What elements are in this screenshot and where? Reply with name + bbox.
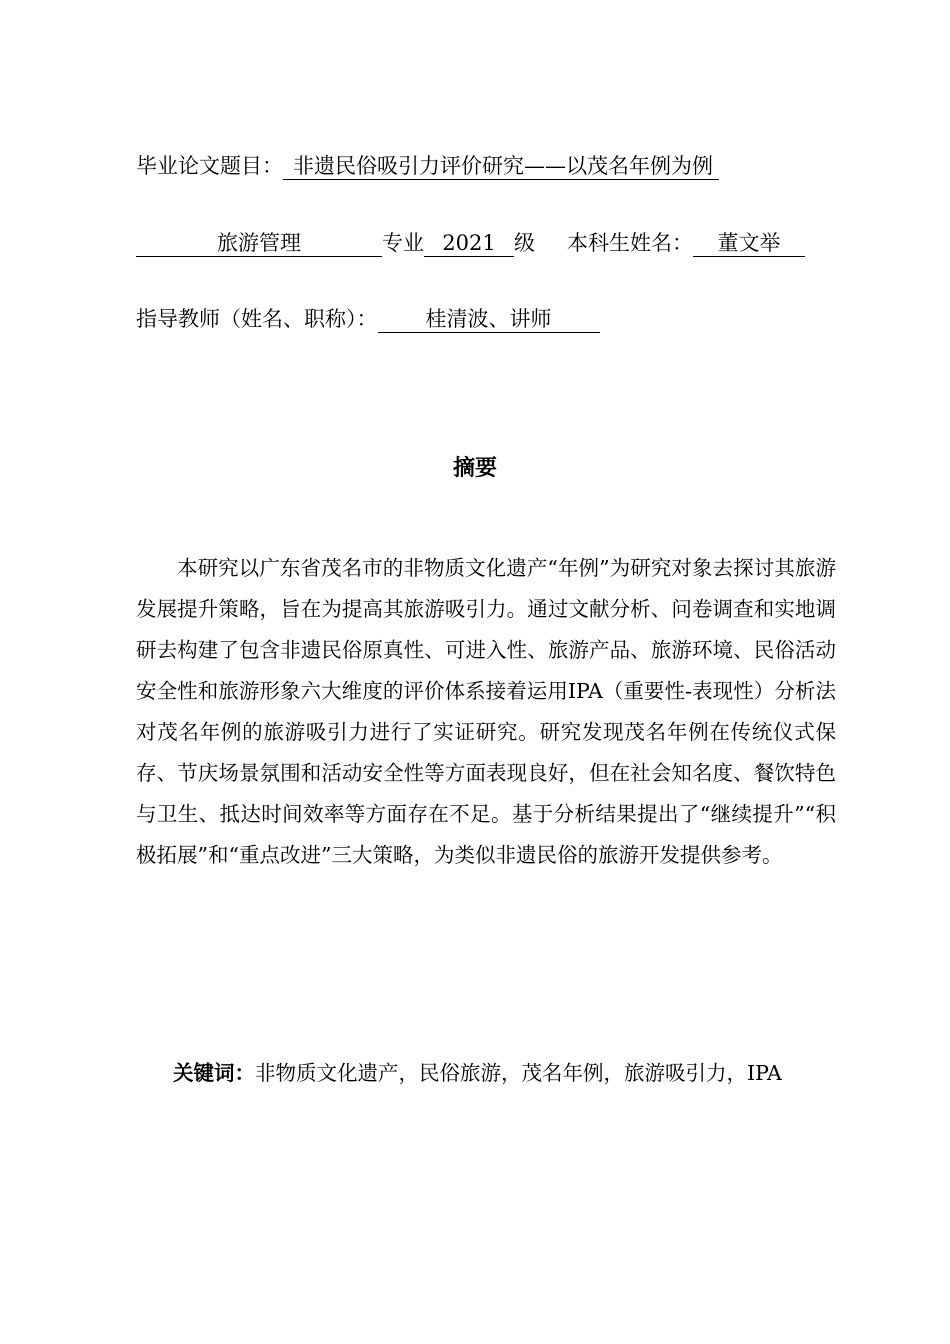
keywords-label: 关键词： (173, 1061, 255, 1085)
thesis-title-value: 非遗民俗吸引力评价研究——以茂名年例为例 (283, 153, 719, 180)
keywords-text: 非物质文化遗产，民俗旅游，茂名年例，旅游吸引力，IPA (255, 1061, 782, 1085)
thesis-title-label: 毕业论文题目： (136, 154, 283, 178)
keywords-paragraph (136, 1048, 826, 1098)
major-suffix: 专业 (382, 231, 424, 255)
thesis-title-row (136, 151, 719, 181)
student-name-label: 本科生姓名： (567, 231, 693, 255)
student-info-row (136, 228, 805, 258)
abstract-body: 本研究以广东省茂名市的非物质文化遗产“年例”为研究对象去探讨其旅游发展提升策略，旨在为提高其旅游吸引力。通过文献分析、问卷调查和实地调研去构建了包含非遗民俗原真性、可进入性、旅游产品、旅游环境、民俗活动安全性和旅游形象六大维度的评价体系接着运用IPA（重要性-表现性）分析法对茂名年例的旅游吸引力进行了实证研究。研究发现茂名年例在传统仪式保存、节庆场景氛围和活动安全性等方面表现良好，但在社会知名度、餐饮特色与卫生、抵达时间效率等方面存在不足。基于分析结果提出了“继续提升”“积极拓展”和“重点改进”三大策略，为类似非遗民俗的旅游开发提供参考。 (136, 556, 836, 867)
major-value: 旅游管理 (136, 230, 382, 257)
advisor-value: 桂清波、讲师 (378, 306, 600, 333)
advisor-label: 指导教师（姓名、职称）： (136, 307, 378, 331)
advisor-row (136, 304, 600, 334)
grade-suffix: 级 (514, 231, 535, 255)
student-name-value: 董文举 (693, 230, 805, 257)
grade-value: 2021 (424, 230, 514, 257)
abstract-heading: 摘要 (452, 456, 497, 481)
